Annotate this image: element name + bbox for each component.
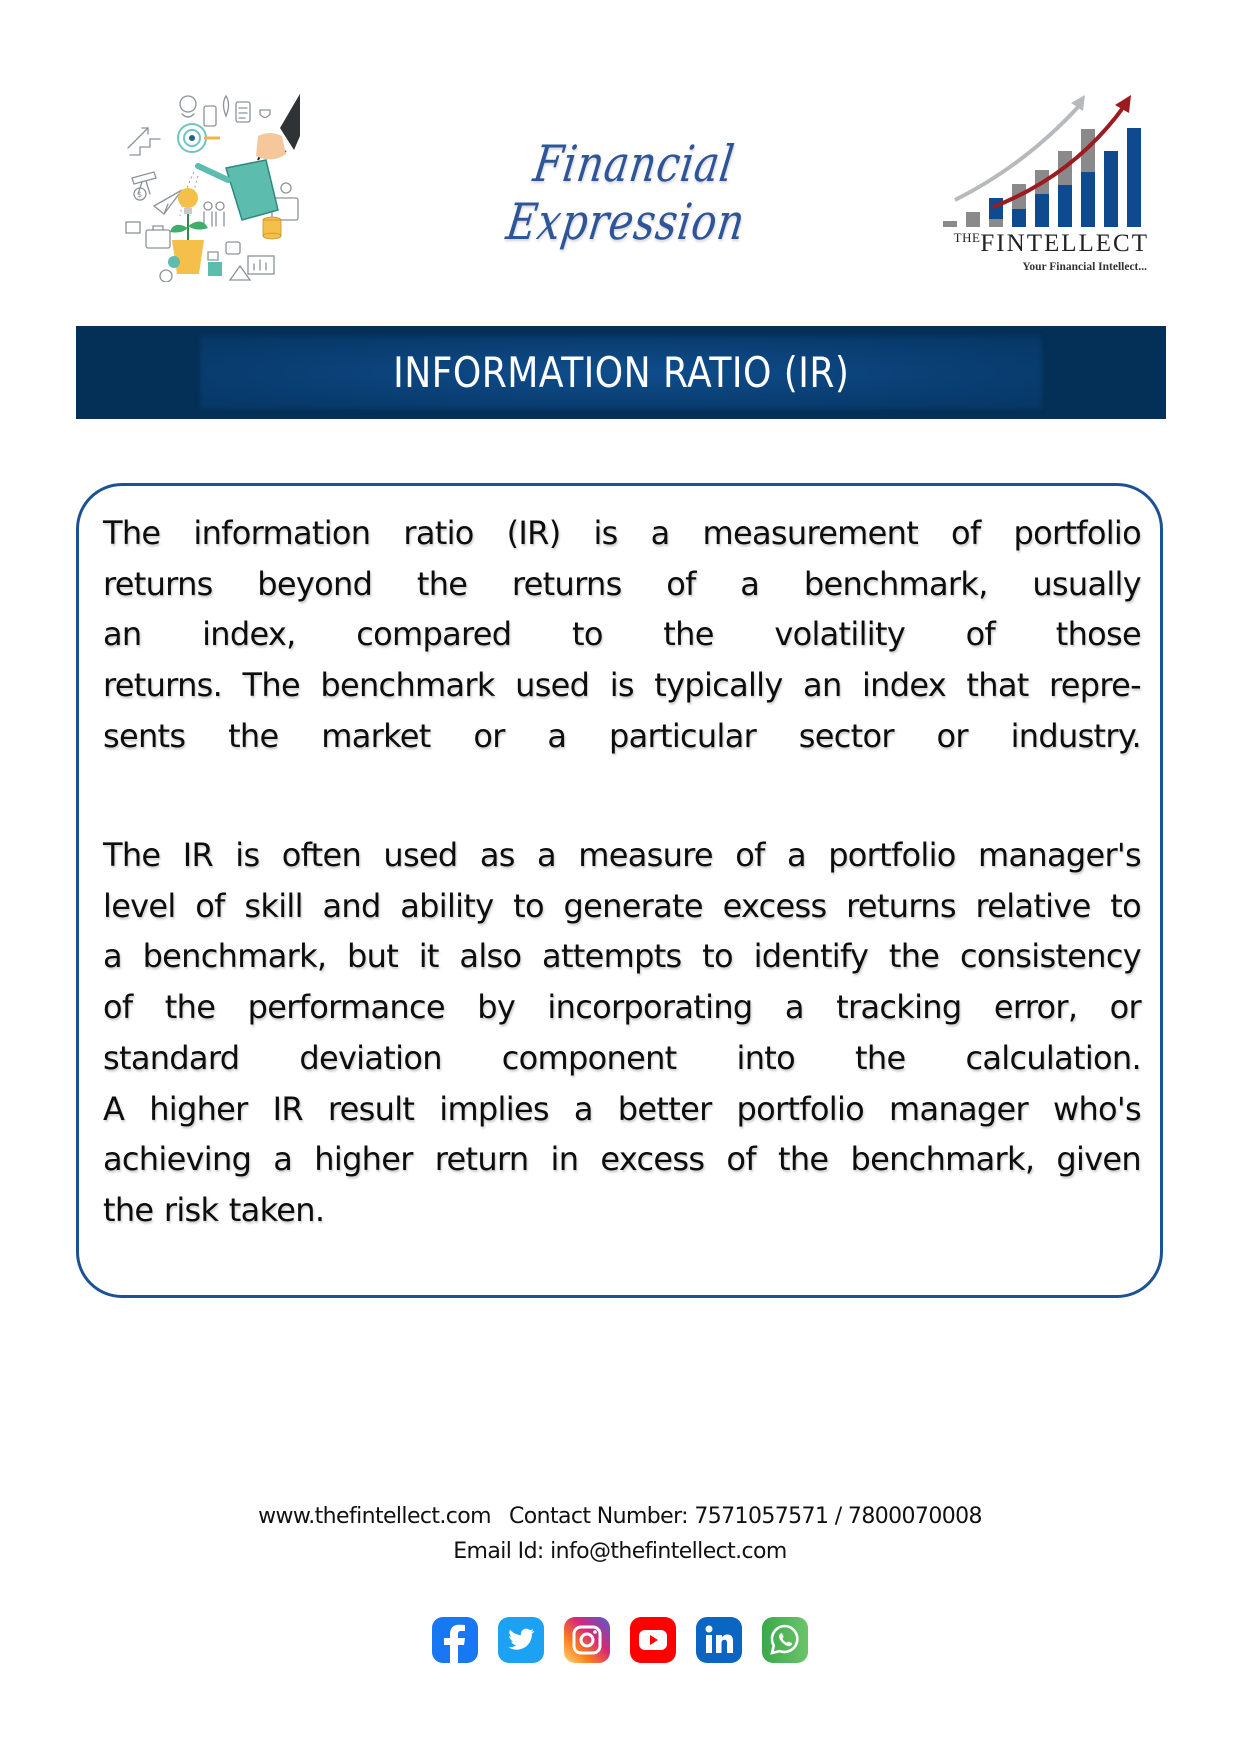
business-growth-illustration-icon: [108, 80, 300, 282]
whatsapp-icon: [762, 1617, 808, 1663]
social-icons-row: [432, 1617, 808, 1665]
facebook-button[interactable]: [432, 1617, 478, 1663]
paragraph-line: a benchmark, but it also attempts to identify the consistency: [103, 937, 1141, 976]
youtube-button[interactable]: [630, 1617, 676, 1663]
linkedin-icon: [696, 1617, 742, 1663]
business-growth-illustration: [108, 80, 300, 282]
paragraph-line: of the performance by incorporating a tracking error, or: [103, 988, 1141, 1027]
paragraph-line: The information ratio (IR) is a measurement of portfolio: [103, 514, 1141, 552]
paragraph-2: [103, 830, 1141, 1236]
twitter-button[interactable]: [498, 1617, 544, 1663]
fintellect-logo: [935, 95, 1150, 280]
paragraph-line: The IR is often used as a measure of a portfolio manager's: [103, 836, 1141, 874]
instagram-icon: [564, 1617, 610, 1663]
linkedin-button[interactable]: [696, 1617, 742, 1663]
page-title: INFORMATION RATIO (IR): [392, 348, 850, 397]
fintellect-tagline: Your Financial Intellect...: [1022, 261, 1147, 273]
facebook-icon: [432, 1617, 478, 1663]
paragraph-line: sents the market or a particular sector or industry.: [103, 716, 1141, 755]
twitter-icon: [498, 1617, 544, 1663]
website-link[interactable]: www.thefintellect.com: [258, 1504, 491, 1529]
paragraph-line: returns beyond the returns of a benchmark, usually: [103, 564, 1141, 603]
paragraph-line: achieving a higher return in excess of the benchmark, given: [103, 1140, 1141, 1179]
whatsapp-button[interactable]: [762, 1617, 808, 1663]
youtube-icon: [630, 1617, 676, 1663]
paragraph-line: returns. The benchmark used is typically an index that repre-: [103, 666, 1141, 705]
content-box: [76, 483, 1163, 1298]
wordmark-name: FINTELLECT: [980, 230, 1149, 257]
brand-title: Financial Expression: [503, 135, 749, 251]
title-band: [76, 326, 1166, 419]
contact-number: Contact Number: 7571057571 / 7800070008: [508, 1504, 982, 1529]
footer-email-line: [0, 1539, 1240, 1564]
footer-contact-line: [0, 1504, 1240, 1529]
fintellect-wordmark: [939, 230, 1149, 258]
paragraph-line: A higher IR result implies a better portfolio manager who's: [103, 1089, 1141, 1128]
wordmark-prefix: THE: [953, 230, 981, 245]
paragraph-1: [103, 508, 1141, 762]
paragraph-line: level of skill and ability to generate excess returns relative to: [103, 886, 1141, 925]
paragraph-line: an index, compared to the volatility of those: [103, 615, 1141, 654]
growth-chart-logo-icon: [935, 95, 1150, 235]
paragraph-line: the risk taken.: [103, 1190, 325, 1229]
paragraph-line: standard deviation component into the calculation.: [103, 1038, 1141, 1077]
svg-text:$: $: [137, 190, 143, 199]
email-address[interactable]: Email Id: info@thefintellect.com: [453, 1539, 787, 1564]
instagram-button[interactable]: [564, 1617, 610, 1663]
